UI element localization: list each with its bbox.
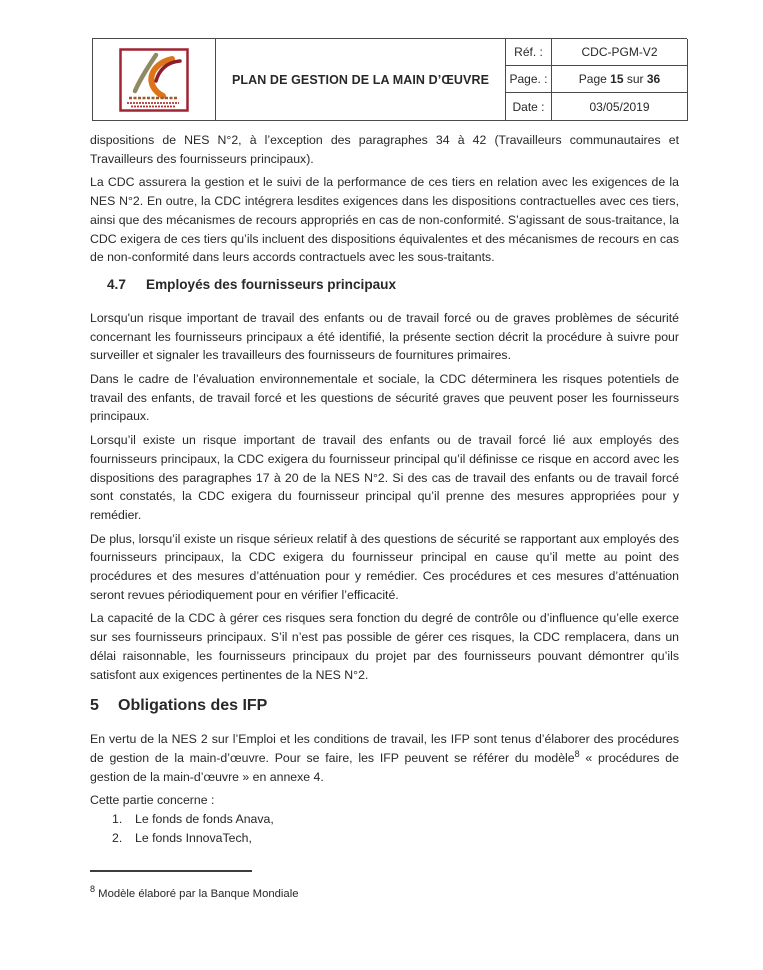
page-label: Page. : [509, 72, 548, 86]
section-number: 4.7 [107, 276, 126, 292]
date-value-cell [552, 93, 688, 121]
ref-value-cell [552, 39, 688, 66]
section-heading-5 [90, 694, 679, 718]
ref-label: Réf. : [514, 45, 543, 59]
date-value: 03/05/2019 [589, 99, 650, 114]
list-item [90, 810, 679, 829]
document-title-text: PLAN DE GESTION DE LA MAIN D’ŒUVRE [231, 72, 490, 87]
document-body [90, 131, 679, 848]
ref-value: CDC-PGM-V2 [581, 45, 658, 59]
footnote [90, 884, 490, 902]
numbered-list [90, 810, 679, 847]
list-item [90, 829, 679, 848]
paragraph: Dans le cadre de l’évaluation environnementale et sociale, la CDC déterminera les risques potentiels de travail des enfants, de travail forcé et les questions de sécurité graves que peuvent poser les fournisseurs principaux. [90, 372, 679, 424]
list-item-number: 2. [112, 830, 123, 845]
page-current: 15 [610, 72, 624, 86]
section-heading-4-7 [90, 275, 679, 295]
paragraph: La CDC assurera la gestion et le suivi de la performance de ces tiers en relation avec les exigences de la NES N°2. En outre, la CDC intégrera lesdites exigences dans les dispositions contractuelles avec ces tiers, ainsi que des mécanismes de recours appropriés en cas de non-conformité. S’agissant de sous-traitance, la CDC exigera de ces tiers qu’ils incluent des dispositions équivalentes et des mécanismes de recours en cas de non-conformité dans leurs accords contractuels avec les sous-traitants. [90, 175, 679, 265]
date-label: Date : [512, 99, 545, 114]
page-prefix: Page [578, 72, 607, 86]
footnote-reference: 8 [574, 748, 580, 759]
list-item-text: Le fonds de fonds Anava, [135, 812, 274, 827]
cdc-logo-icon [119, 48, 189, 112]
paragraph: De plus, lorsqu’il existe un risque sérieux relatif à des questions de sécurité se rapportant aux employés des fournisseurs principaux, la CDC exigera du fournisseur principal en cause qu’il mette au point des procédures et des mesures d’atténuation pour y remédier. Ces procédures et ces mesures d’atténuation seront revues périodiquement pour en vérifier l’efficacité. [90, 531, 679, 602]
paragraph: Lorsqu’il existe un risque important de travail des enfants ou de travail forcé lié aux employés des fournisseurs principaux, la CDC exigera du fournisseur principal qu’il définisse ce risque en accord avec les dispositions des paragraphes 17 à 20 de la NES N°2. Si des cas de travail des enfants ou de travail forcé sont constatés, la CDC exigera du fournisseur principal qu’il prenne des mesures appropriées pour y remédier. [90, 433, 679, 522]
footnote-marker: 8 [90, 884, 96, 895]
page-total: 36 [646, 72, 661, 86]
header-table [92, 38, 687, 121]
footnote-separator [90, 870, 252, 872]
logo-cell [93, 39, 216, 121]
paragraph: La capacité de la CDC à gérer ces risques sera fonction du degré de contrôle ou d’influence qu’elle exerce sur ses fournisseurs principaux. S’il n’est pas possible de gérer ces risques, la CDC remplacera, dans un délai raisonnable, les fournisseurs principaux du projet par des fournisseurs pouvant démontrer qu’ils satisfont aux exigences pertinentes de la NES N°2. [90, 611, 679, 682]
intro-text-after: « procédures de gestion de la main-d’œuvre » en annexe 4. [90, 750, 679, 784]
section-title: Employés des fournisseurs principaux [146, 276, 397, 292]
list-item-number: 1. [112, 812, 123, 827]
paragraph: dispositions de NES N°2, à l’exception des paragraphes 34 à 42 (Travailleurs communautaires et Travailleurs des fournisseurs principaux). [90, 133, 679, 166]
date-label-cell [506, 93, 552, 121]
ref-label-cell [506, 39, 552, 66]
document-title [216, 39, 506, 121]
list-intro: Cette partie concerne : [90, 793, 215, 808]
paragraph [90, 730, 679, 786]
page-label-cell [506, 66, 552, 93]
page-value-cell [552, 66, 688, 93]
footnote-text: Modèle élaboré par la Banque Mondiale [98, 888, 299, 901]
section-number: 5 [90, 697, 99, 715]
section-title: Obligations des IFP [118, 697, 268, 715]
page-separator: sur [626, 72, 644, 86]
intro-text: En vertu de la NES 2 sur l’Emploi et les conditions de travail, les IFP sont tenus d’élaborer des procédures de gestion de la main-d’œuvre. Pour se faire, les IFP peuvent se référer du modèle [90, 732, 679, 765]
paragraph: Lorsqu'un risque important de travail des enfants ou de travail forcé ou de graves problèmes de sécurité concernant les fournisseurs principaux a été identifié, la présente section décrit la procédure à suivre pour surveiller et signaler les travailleurs des fournisseurs de fournitures primaires. [90, 310, 679, 363]
list-item-text: Le fonds InnovaTech, [135, 830, 252, 845]
